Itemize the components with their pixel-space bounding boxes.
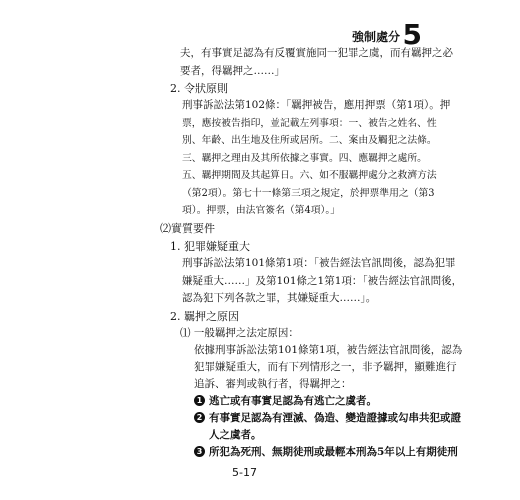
number-badge: 2 [194,412,205,423]
number-badge: 3 [194,446,205,457]
subheading-warrant-principle: 2. 令狀原則 [170,82,228,95]
text-line: 認為犯下列各款之罪，其嫌疑重大……」。 [182,292,377,304]
text-line: 犯罪嫌疑重大，而有下列情形之一，非予羈押，顯難進行 [194,361,457,373]
list-item [194,412,461,425]
list-item [194,446,458,459]
text-line: 三、羈押之理由及其所依據之事實。四、應羈押之處所。 [182,153,427,164]
text-line: 嫌疑重大……」及第101條之1第1項：「被告經法官訊問後， [182,275,463,287]
list-item [194,395,377,408]
chapter-number: 5 [402,18,422,51]
list-item-continuation: 人之虞者。 [209,429,262,441]
text-line: 別、年齡、出生地及住所或居所。二、案由及觸犯之法條。 [182,135,437,146]
text-line: ⑴ 一般羈押之法定原因： [180,327,299,339]
list-item-text: 所犯為死刑、無期徒刑或最輕本刑為5年以上有期徒刑 [209,446,458,458]
heading-substantive-requirements: ⑵實質要件 [160,222,215,235]
text-line: 依據刑事訴訟法第101條第1項，被告經法官訊問後，認為 [194,344,463,356]
subheading-detention-causes: 2. 羈押之原因 [170,310,239,323]
text-line: 追訴、審判或執行者，得羈押之： [194,378,352,390]
text-line: 五、羈押期間及其起算日。六、如不服羈押處分之救濟方法 [182,170,437,181]
text-line: 刑事訴訟法第101條第1項：「被告經法官訊問後，認為犯罪 [182,257,456,269]
section-title: 強制處分 [351,30,400,44]
list-item-text: 有事實足認為有湮滅、偽造、變造證據或勾串共犯或證 [209,412,461,424]
text-line: 夫，有事實足認為有反覆實施同一犯罪之虞，而有羈押之必 [180,47,453,59]
text-line: 項）。押票，由法官簽名（第4項）。」 [182,205,341,216]
page-number: 5-17 [232,466,257,479]
text-line: 要者，得羈押之……」 [180,65,285,77]
list-item-text: 逃亡或有事實足認為有逃亡之虞者。 [209,395,377,407]
text-line: 票，應按被告指印，並記載左列事項：一、被告之姓名、性 [182,118,437,129]
text-line: （第2項）。第七十一條第三項之規定，於押票準用之（第3 [182,188,435,199]
number-badge: 1 [194,395,205,406]
text-line: 刑事訴訟法第102條：「羈押被告，應用押票（第1項）。押 [182,99,451,111]
subheading-suspicion: 1. 犯罪嫌疑重大 [170,240,250,253]
